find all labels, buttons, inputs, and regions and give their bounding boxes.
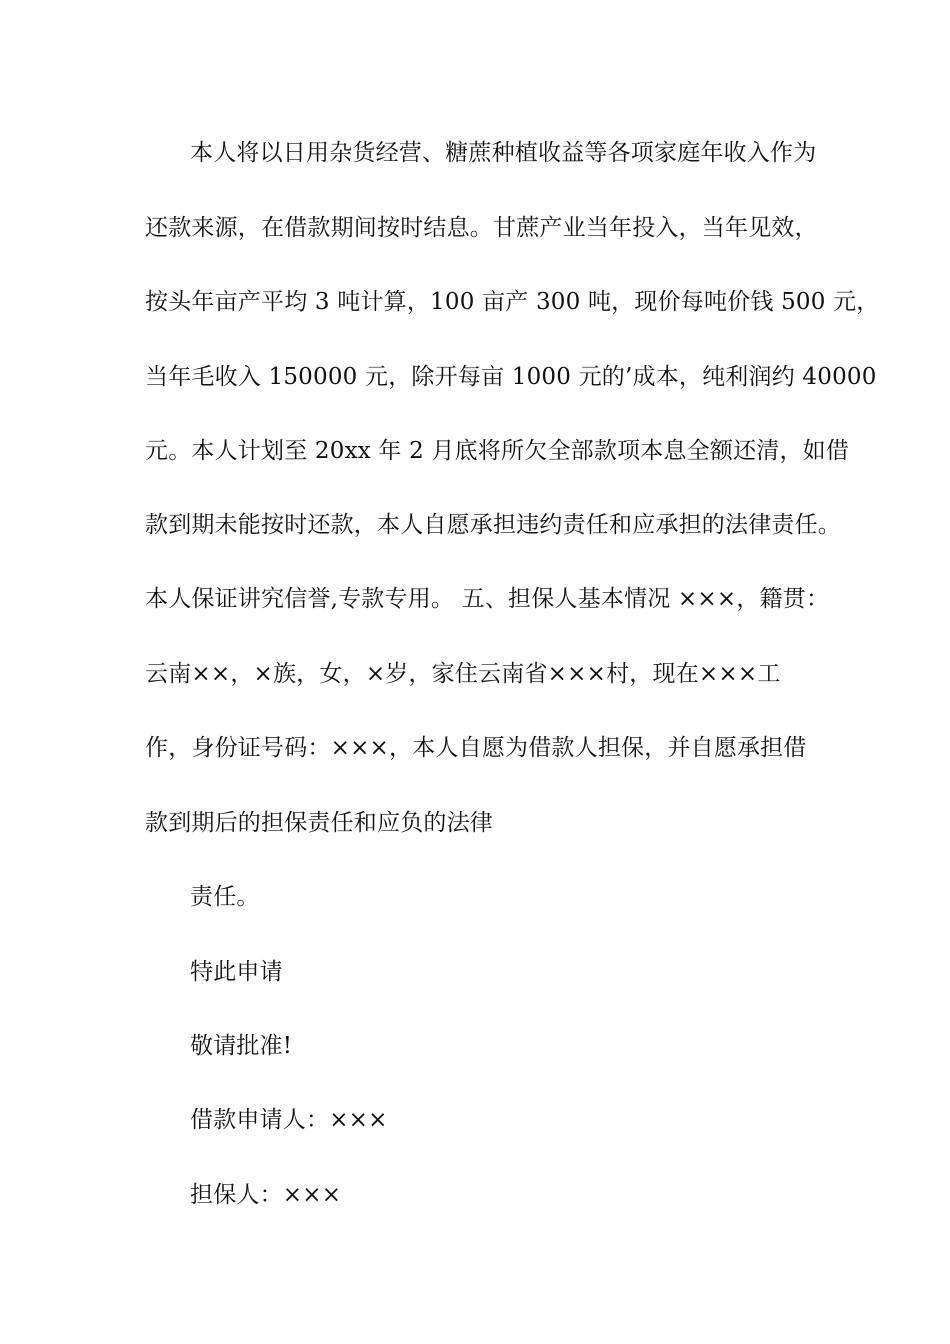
closing-line-application: 特此申请 (190, 959, 283, 985)
paragraph-line-8: 云南××，×族，女，×岁，家住云南省×××村，现在×××工 (145, 661, 781, 687)
signature-applicant: 借款申请人：××× (190, 1107, 388, 1133)
signature-guarantor: 担保人：××× (190, 1182, 342, 1208)
paragraph-line-5: 元。本人计划至 20xx 年 2 月底将所欠全部款项本息全额还清，如借 (145, 438, 850, 464)
closing-line-responsibility: 责任。 (190, 884, 260, 910)
paragraph-line-10: 款到期后的担保责任和应负的法律 (145, 810, 493, 836)
paragraph-line-9: 作，身份证号码：×××，本人自愿为借款人担保，并自愿承担借 (145, 735, 807, 761)
paragraph-line-1: 本人将以日用杂货经营、糖蔗种植收益等各项家庭年收入作为 (190, 140, 817, 166)
paragraph-line-6: 款到期未能按时还款，本人自愿承担违约责任和应承担的法律责任。 (145, 512, 841, 538)
paragraph-line-7: 本人保证讲究信誉,专款专用。 五、担保人基本情况 ×××，籍贯： (145, 586, 830, 612)
paragraph-line-4: 当年毛收入 150000 元，除开每亩 1000 元的’成本，纯利润约 40000 (145, 364, 877, 390)
closing-line-request-approval: 敬请批准! (190, 1033, 293, 1059)
paragraph-line-3: 按头年亩产平均 3 吨计算，100 亩产 300 吨，现价每吨价钱 500 元， (145, 289, 880, 315)
paragraph-line-2: 还款来源，在借款期间按时结息。甘蔗产业当年投入，当年见效， (145, 215, 818, 241)
